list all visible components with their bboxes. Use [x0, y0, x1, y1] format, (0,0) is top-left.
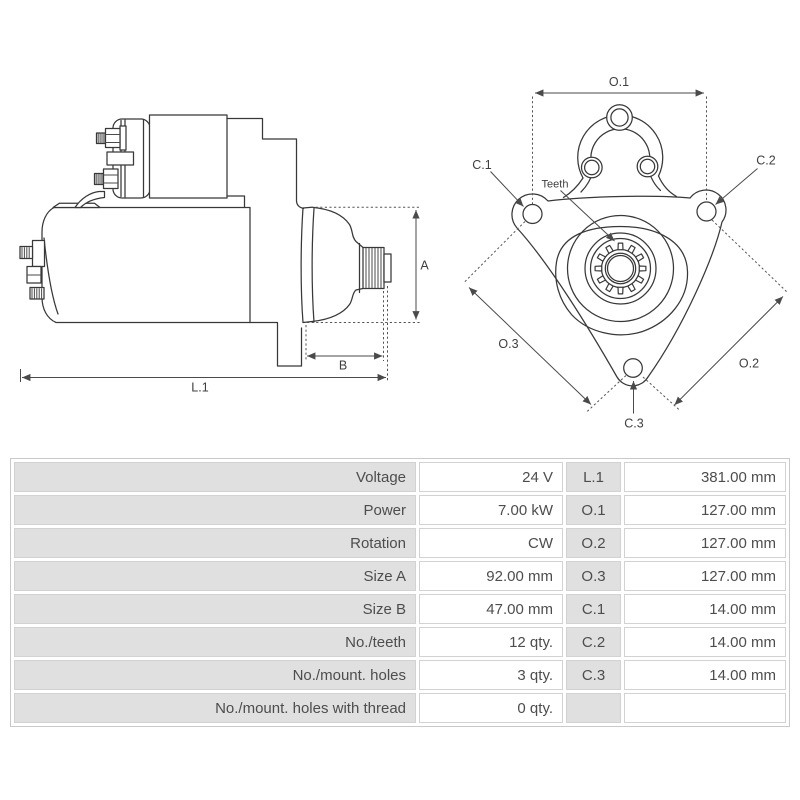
- drive-end-housing: [301, 207, 363, 322]
- arch-side-hole-left: [585, 160, 599, 174]
- mounting-flange-view: [464, 75, 788, 431]
- spec-label: No./mount. holes: [14, 660, 416, 690]
- dim-label-o1: O.1: [608, 75, 630, 89]
- spec-label: Rotation: [14, 528, 416, 558]
- pinion-gear: [363, 248, 391, 289]
- dim-label-c1: C.1: [472, 158, 492, 172]
- solenoid-terminal-lower: [95, 169, 119, 189]
- spec-table: [10, 458, 790, 727]
- dim-label-c2: C.2: [756, 153, 776, 168]
- spec-row: [14, 693, 786, 723]
- dim-value: [624, 693, 786, 723]
- mounting-hole-bottom: [624, 359, 643, 378]
- spec-label: No./mount. holes with thread: [14, 693, 416, 723]
- dim-key: [566, 693, 621, 723]
- dim-key: O.2: [566, 528, 621, 558]
- dim-label-a: A: [420, 258, 429, 273]
- dim-value: 14.00 mm: [624, 627, 786, 657]
- spec-row: [14, 462, 786, 492]
- spec-value: 12 qty.: [419, 627, 563, 657]
- spec-value: 92.00 mm: [419, 561, 563, 591]
- spec-label: Size A: [14, 561, 416, 591]
- spec-value: 47.00 mm: [419, 594, 563, 624]
- solenoid-connector-tab: [107, 152, 134, 165]
- spec-value: 24 V: [419, 462, 563, 492]
- spec-row: [14, 660, 786, 690]
- spec-label: Voltage: [14, 462, 416, 492]
- spec-row: [14, 495, 786, 525]
- dim-value: 127.00 mm: [624, 561, 786, 591]
- dim-value: 127.00 mm: [624, 528, 786, 558]
- flange-top-arch: [564, 105, 677, 198]
- spec-row: [14, 561, 786, 591]
- spec-value: 3 qty.: [419, 660, 563, 690]
- solenoid-terminal-upper: [97, 126, 127, 150]
- dim-key: C.1: [566, 594, 621, 624]
- spec-label: Power: [14, 495, 416, 525]
- spec-row: [14, 594, 786, 624]
- dim-label-o2: O.2: [738, 356, 760, 371]
- spec-value: CW: [419, 528, 563, 558]
- arch-top-hole: [611, 109, 628, 126]
- dim-value: 381.00 mm: [624, 462, 786, 492]
- dim-value: 14.00 mm: [624, 660, 786, 690]
- dim-key: O.3: [566, 561, 621, 591]
- mounting-hole-right: [697, 202, 716, 221]
- dim-key: O.1: [566, 495, 621, 525]
- spec-row: [14, 627, 786, 657]
- dim-label-c3: C.3: [624, 416, 644, 431]
- spec-value: 7.00 kW: [419, 495, 563, 525]
- spec-label: Size B: [14, 594, 416, 624]
- spec-row: [14, 528, 786, 558]
- dim-value: 14.00 mm: [624, 594, 786, 624]
- gear-bore: [605, 253, 635, 283]
- spec-value: 0 qty.: [419, 693, 563, 723]
- dim-key: C.3: [566, 660, 621, 690]
- mounting-hole-left: [523, 205, 542, 224]
- dim-label-o3: O.3: [498, 337, 519, 351]
- arch-side-hole-right: [640, 159, 654, 173]
- dim-label-b: B: [338, 358, 348, 373]
- rear-terminal-bolts: [20, 241, 45, 300]
- spec-label: No./teeth: [14, 627, 416, 657]
- dim-key: L.1: [566, 462, 621, 492]
- starter-side-view: [20, 115, 429, 395]
- dim-value: 127.00 mm: [624, 495, 786, 525]
- dim-label-teeth: Teeth: [541, 178, 569, 191]
- motor-body: [42, 203, 250, 322]
- dim-key: C.2: [566, 627, 621, 657]
- dim-label-l1: L.1: [191, 380, 209, 395]
